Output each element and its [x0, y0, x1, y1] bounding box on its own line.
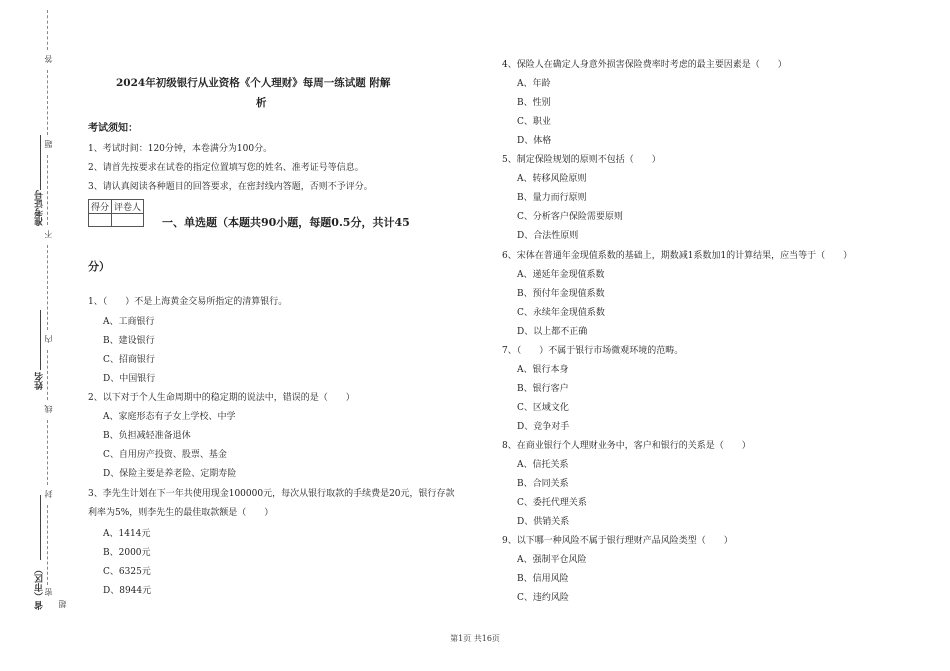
seal-char: 超: [58, 600, 67, 608]
option[interactable]: A、家庭形态有子女上学校、中学: [103, 412, 236, 422]
seal-char: 密: [44, 588, 53, 596]
option[interactable]: A、转移风险原则: [517, 174, 587, 184]
option[interactable]: B、建设银行: [103, 336, 155, 346]
option[interactable]: D、体格: [517, 136, 552, 146]
option[interactable]: D、保险主要是养老险、定期寿险: [103, 469, 237, 479]
option[interactable]: B、预付年金现值系数: [517, 289, 605, 299]
question-text: 2、以下对于个人生命周期中的稳定期的说法中，错误的是（ ）: [88, 393, 355, 403]
seal-dash-line: [47, 245, 48, 330]
seal-char: 不: [44, 230, 53, 238]
section-heading-cont: 分）: [88, 260, 110, 273]
option[interactable]: D、合法性原则: [517, 231, 579, 241]
seal-char: 题: [44, 140, 53, 148]
option[interactable]: A、1414元: [103, 529, 151, 539]
option[interactable]: A、银行本身: [517, 365, 569, 375]
seal-char: 封: [44, 490, 53, 498]
option[interactable]: B、银行客户: [517, 384, 569, 394]
page-title: 2024年初级银行从业资格《个人理财》每周一练试题 附解: [116, 77, 391, 89]
page-footer: 第1页 共16页: [450, 634, 500, 643]
option[interactable]: C、招商银行: [103, 355, 155, 365]
question-text: 3、李先生计划在下一年共使用现金100000元，每次从银行取款的手续费是20元，银行存款: [88, 489, 455, 499]
option[interactable]: D、竞争对手: [517, 422, 570, 432]
seal-dash-line: [47, 155, 48, 225]
ticket-number-field[interactable]: [40, 135, 41, 190]
option[interactable]: C、自用房产投资、股票、基金: [103, 450, 227, 460]
option[interactable]: C、职业: [517, 117, 551, 127]
grader-header: 评卷人: [112, 200, 144, 214]
option[interactable]: A、年龄: [517, 79, 551, 89]
seal-char: 内: [44, 335, 53, 343]
option[interactable]: B、合同关系: [517, 479, 569, 489]
option[interactable]: C、6325元: [103, 567, 151, 577]
question-text: 9、以下哪一种风险不属于银行理财产品风险类型（ ）: [502, 536, 733, 546]
notice-item: 1、考试时间：120分钟，本卷满分为100分。: [88, 144, 273, 154]
score-cell[interactable]: [89, 214, 112, 227]
option[interactable]: B、2000元: [103, 548, 151, 558]
option[interactable]: C、区域文化: [517, 403, 569, 413]
question-text: 8、在商业银行个人理财业务中，客户和银行的关系是（ ）: [502, 441, 751, 451]
option[interactable]: D、8944元: [103, 586, 152, 596]
option[interactable]: B、负担减轻准备退休: [103, 431, 191, 441]
option[interactable]: D、中国银行: [103, 374, 156, 384]
seal-dash-line: [47, 10, 48, 50]
option[interactable]: A、递延年金现值系数: [517, 270, 605, 280]
notice-item: 3、请认真阅读各种题目的回答要求，在密封线内答题，否则不予评分。: [88, 182, 373, 192]
option[interactable]: A、工商银行: [103, 317, 155, 327]
region-label: 省（市区）: [35, 565, 45, 610]
question-text: 7、（ ）不属于银行市场微观环境的范畴。: [502, 346, 684, 356]
name-label: 姓名: [35, 372, 45, 390]
question-text: 1、（ ）不是上海黄金交易所指定的清算银行。: [88, 297, 288, 307]
score-header: 得分: [89, 200, 112, 214]
option[interactable]: D、供销关系: [517, 517, 570, 527]
seal-char: 线: [44, 405, 53, 413]
option[interactable]: B、信用风险: [517, 574, 569, 584]
notice-heading: 考试须知：: [88, 123, 138, 134]
question-text-cont: 利率为5%，则李先生的最佳取款额是（ ）: [88, 508, 274, 518]
seal-dash-line: [47, 350, 48, 400]
option[interactable]: C、永续年金现值系数: [517, 308, 605, 318]
name-field[interactable]: [40, 310, 41, 370]
seal-dash-line: [47, 505, 48, 585]
option[interactable]: C、委托代理关系: [517, 498, 587, 508]
notice-item: 2、请首先按要求在试卷的指定位置填写您的姓名、准考证号等信息。: [88, 163, 364, 173]
ticket-number-label: 准考证号: [35, 190, 45, 226]
page-title-cont: 析: [256, 97, 267, 109]
option[interactable]: B、量力而行原则: [517, 193, 587, 203]
option[interactable]: C、违约风险: [517, 593, 569, 603]
option[interactable]: C、分析客户保险需要原则: [517, 212, 623, 222]
score-table: [88, 199, 144, 227]
seal-dash-line: [47, 70, 48, 135]
option[interactable]: B、性别: [517, 98, 551, 108]
region-field[interactable]: [40, 495, 41, 560]
question-text: 5、制定保险规划的原则不包括（ ）: [502, 155, 661, 165]
seal-dash-line: [47, 420, 48, 485]
grader-cell[interactable]: [112, 214, 144, 227]
option[interactable]: A、强制平仓风险: [517, 555, 587, 565]
seal-char: 答: [44, 55, 53, 63]
question-text: 4、保险人在确定人身意外损害保险费率时考虑的最主要因素是（ ）: [502, 60, 787, 70]
option[interactable]: A、信托关系: [517, 460, 569, 470]
question-text: 6、宋体在普通年金现值系数的基础上，期数减1系数加1的计算结果，应当等于（ ）: [502, 251, 853, 261]
section-heading: 一、单选题（本题共90小题，每题0.5分，共计45: [162, 216, 410, 229]
option[interactable]: D、以上都不正确: [517, 327, 588, 337]
